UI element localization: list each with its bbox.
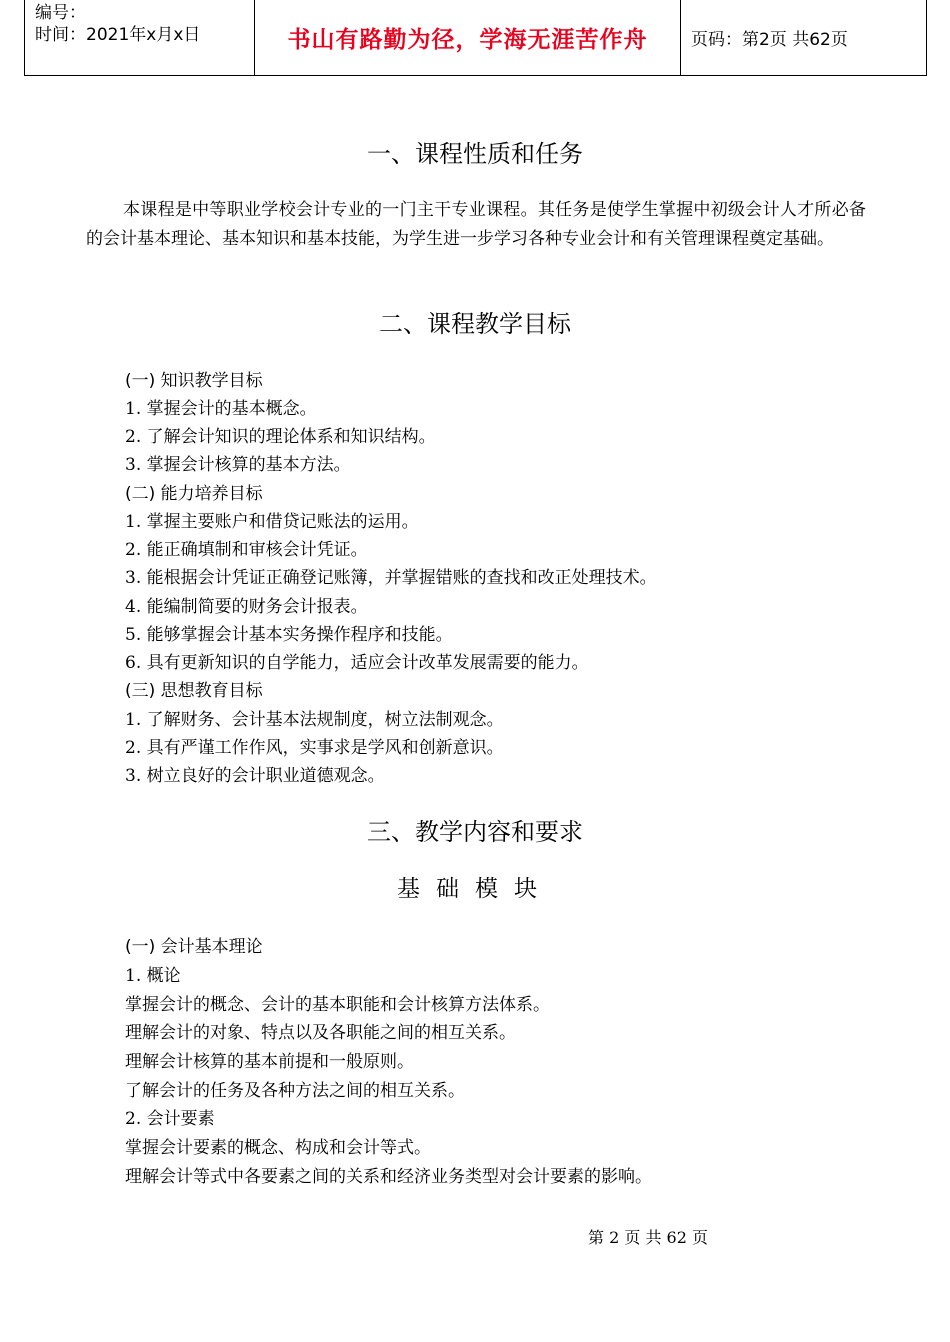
- list-item: 1. 了解财务、会计基本法规制度，树立法制观念。: [125, 710, 504, 730]
- list-item: 1. 概论: [125, 966, 181, 986]
- section-title-content: 三、教学内容和要求: [367, 818, 583, 846]
- list-item: 3. 能根据会计凭证正确登记账簿，并掌握错账的查找和改正处理技术。: [125, 568, 657, 588]
- motto: 书山有路勤为径，学海无涯苦作舟: [255, 0, 681, 75]
- date-label: 时间：2021年x月x日: [35, 25, 201, 45]
- list-item: 1. 掌握会计的基本概念。: [125, 399, 317, 419]
- subsection-heading: (一) 知识教学目标: [125, 371, 263, 391]
- list-item: 掌握会计要素的概念、构成和会计等式。: [125, 1138, 431, 1158]
- list-item: 2. 具有严谨工作作风，实事求是学风和创新意识。: [125, 738, 504, 758]
- section-title-nature: 一、课程性质和任务: [367, 140, 583, 168]
- page-header: [24, 0, 927, 76]
- list-item: 理解会计核算的基本前提和一般原则。: [125, 1052, 414, 1072]
- number-label: 编号：: [35, 3, 86, 23]
- list-item: 2. 能正确填制和审核会计凭证。: [125, 540, 368, 560]
- list-item: 5. 能够掌握会计基本实务操作程序和技能。: [125, 625, 453, 645]
- section-paragraph-nature: 本课程是中等职业学校会计专业的一门主干专业课程。其任务是使学生掌握中初级会计人才所必备的会计基本理论、基本知识和基本技能，为学生进一步学习各种专业会计和有关管理课程奠定基础。: [86, 200, 866, 249]
- list-item: 理解会计等式中各要素之间的关系和经济业务类型对会计要素的影响。: [125, 1167, 652, 1187]
- subsection-heading: (三) 思想教育目标: [125, 681, 263, 701]
- subsection-heading: (一) 会计基本理论: [125, 937, 263, 957]
- module-title: 基础模块: [397, 876, 553, 902]
- list-item: 6. 具有更新知识的自学能力，适应会计改革发展需要的能力。: [125, 653, 589, 673]
- section-title-objectives: 二、课程教学目标: [379, 310, 571, 338]
- list-item: 掌握会计的概念、会计的基本职能和会计核算方法体系。: [125, 995, 550, 1015]
- page-footer: 第 2 页 共 62 页: [588, 1228, 708, 1247]
- list-item: 4. 能编制简要的财务会计报表。: [125, 597, 368, 617]
- list-item: 3. 掌握会计核算的基本方法。: [125, 455, 351, 475]
- header-left-cell: [25, 0, 255, 75]
- list-item: 理解会计的对象、特点以及各职能之间的相互关系。: [125, 1023, 516, 1043]
- list-item: 3. 树立良好的会计职业道德观念。: [125, 766, 385, 786]
- list-item: 了解会计的任务及各种方法之间的相互关系。: [125, 1081, 465, 1101]
- list-item: 2. 了解会计知识的理论体系和知识结构。: [125, 427, 436, 447]
- list-item: 1. 掌握主要账户和借贷记账法的运用。: [125, 512, 419, 532]
- subsection-heading: (二) 能力培养目标: [125, 484, 263, 504]
- page-label: 页码：第2页 共62页: [691, 30, 848, 50]
- list-item: 2. 会计要素: [125, 1109, 215, 1129]
